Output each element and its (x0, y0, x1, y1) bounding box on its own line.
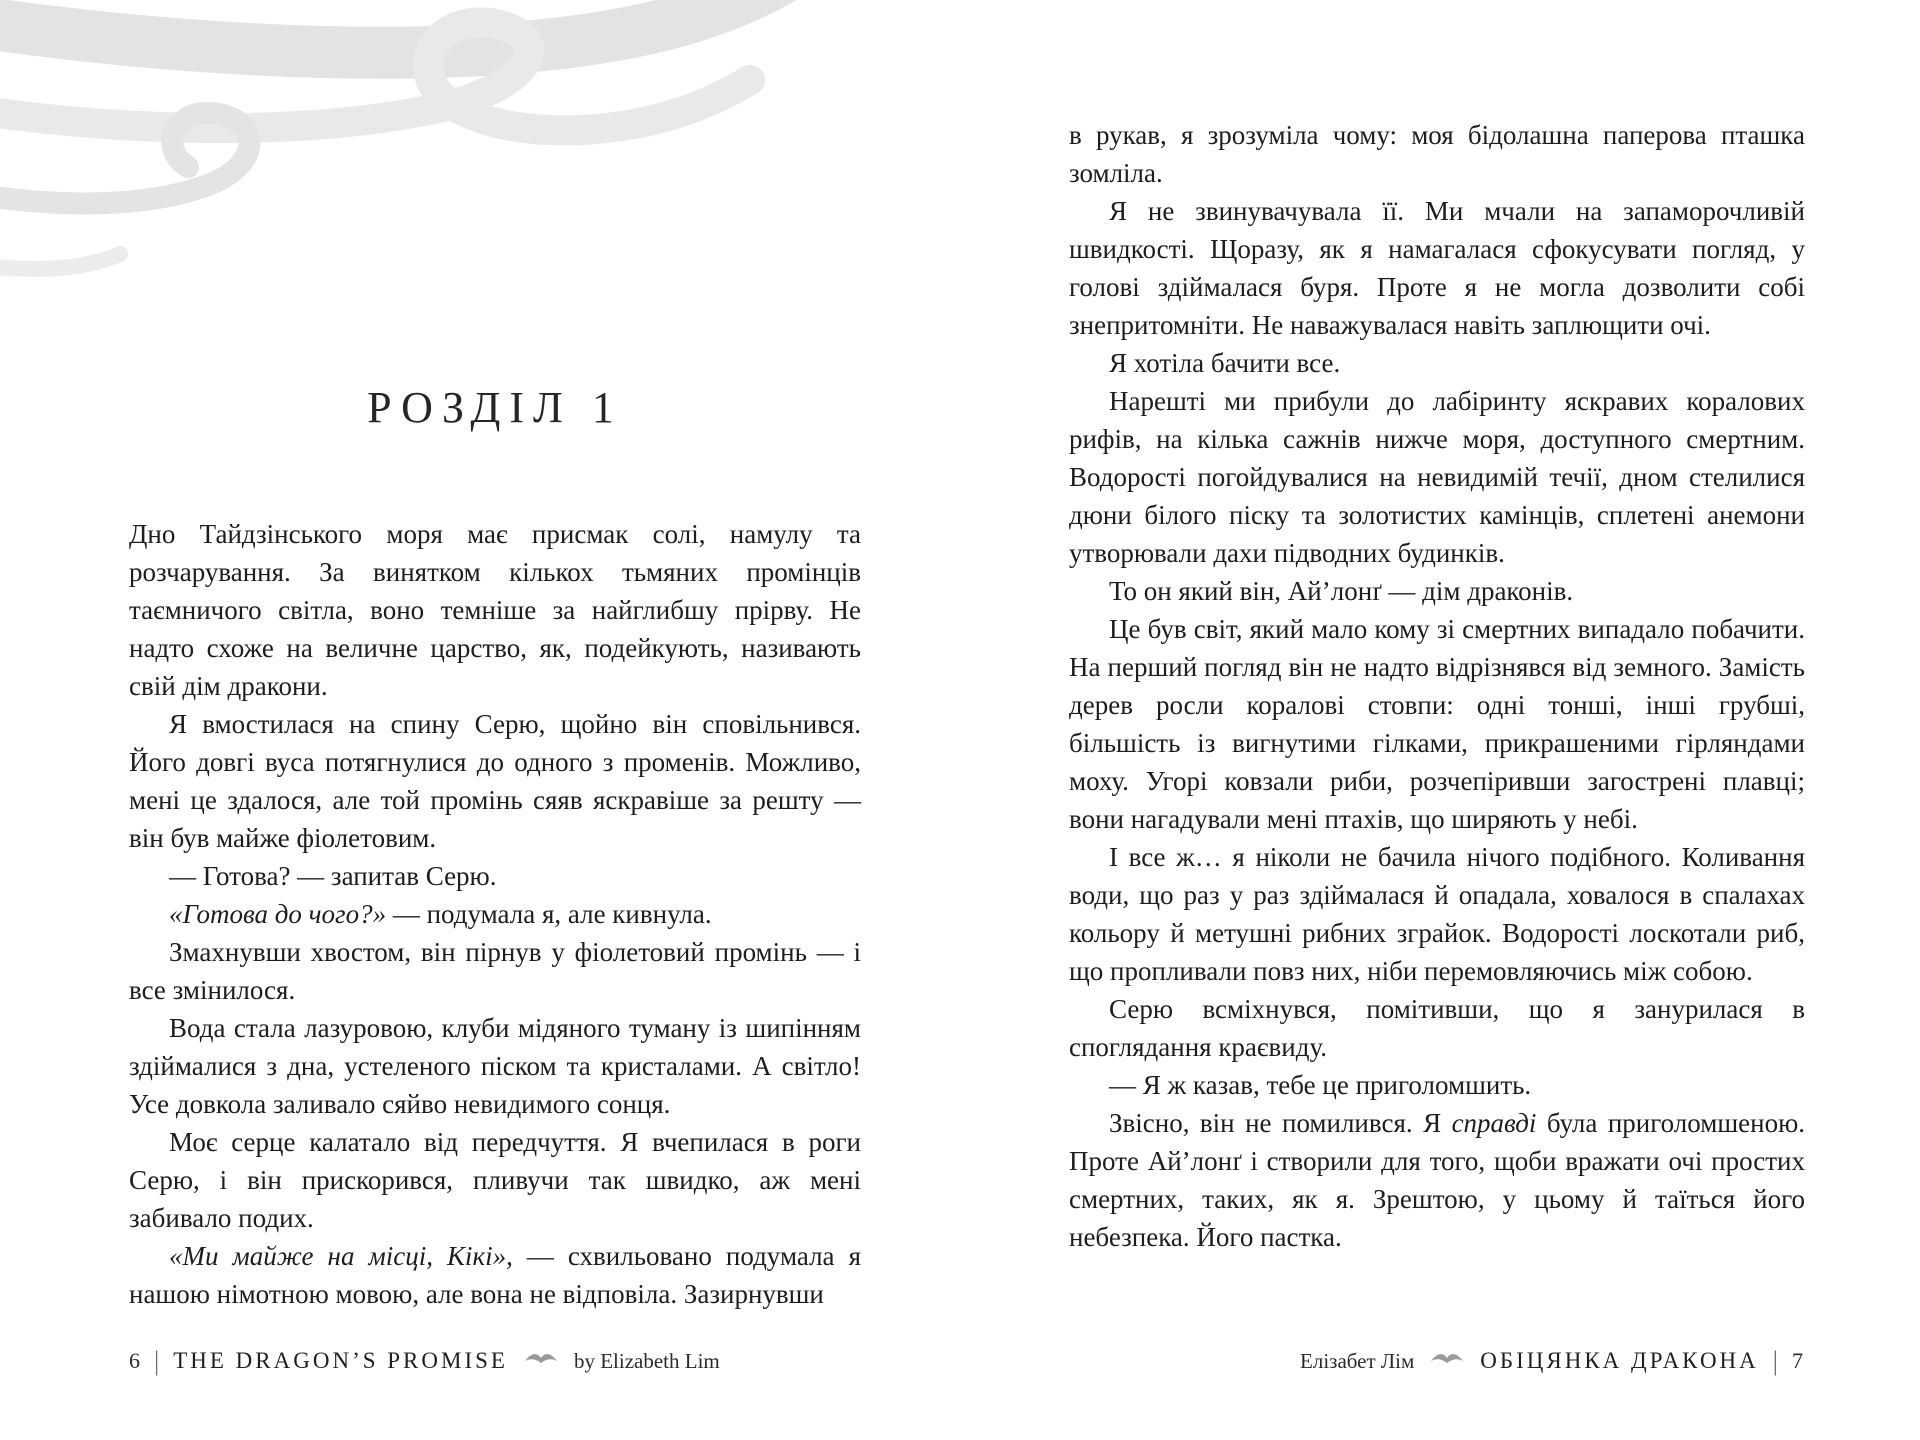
paragraph: Я вмостилася на спину Серю, щойно він сповільнився. Його довгі вуса потягнулися до одного з променів. Можливо, мені це здалося, але той промінь сяяв яскравіше за решту — він був майже фіолетовим. (129, 709, 861, 853)
paragraph-text: була приголомшеною. Проте Ай’лонґ і створили для того, щоби вражати очі простих смертних, таких, як я. Зрештою, у цьому й таїться його небезпека. Його пастка. (1069, 1108, 1805, 1252)
footer-left (129, 1346, 720, 1376)
paragraph: І все ж… я ніколи не бачила нічого подібного. Коливання води, що раз у раз здіймалася й опадала, ховалося в спалахах кольору й метушні рибних зграйок. Водорості лоскотали риб, що пропливали повз них, ніби перемовляючись між собою. (1069, 842, 1805, 986)
paragraph: Це був світ, який мало кому зі смертних випадало побачити. На перший погляд він не надто відрізнявся від земного. Замість дерев росли коралові стовпи: одні тонші, інші грубші, більшість із вигнутими гілками, прикрашеними гірляндами моху. Угорі ковзали риби, розчепіривши загострені плавці; вони нагадували мені птахів, що ширяють у небі. (1069, 614, 1805, 834)
bird-icon (524, 1350, 558, 1373)
paragraph-text: Звісно, він не помилився. Я (1109, 1108, 1452, 1138)
paragraph (129, 1237, 861, 1313)
paragraph: Моє серце калатало від передчуття. Я вчепилася в роги Серю, і він прискорився, пливучи так швидко, аж мені забивало подих. (129, 1127, 861, 1233)
page-number-right: 7 (1792, 1348, 1803, 1373)
bird-icon (1430, 1350, 1464, 1373)
page-number-left: 6 (129, 1348, 140, 1373)
footer-separator: | (1772, 1345, 1778, 1376)
paragraph: Серю всміхнувся, помітивши, що я занурилася в споглядання краєвиду. (1069, 994, 1805, 1062)
paragraph-text: — подумала я, але кивнула. (386, 899, 712, 929)
paragraph-text: , — схвильовано подумала я нашою німотною мовою, але вона не відповіла. Зазирнувши (129, 1241, 861, 1309)
footer-right (1300, 1346, 1803, 1376)
paragraph: То он який він, Ай’лонґ — дім драконів. (1109, 576, 1574, 606)
paragraph: Змахнувши хвостом, він пірнув у фіолетовий промінь — і все змінилося. (129, 937, 861, 1005)
page-left (129, 0, 861, 1313)
paragraph: Нарешті ми прибули до лабіринту яскравих коралових рифів, на кілька сажнів нижче моря, доступного смертним. Водорості погойдувалися на невидимій течії, дном стелилися дюни білого піску та золотистих камінців, сплетені анемони утворювали дахи підводних будинків. (1069, 386, 1805, 568)
page-right (1069, 0, 1805, 1256)
paragraph (1069, 1104, 1805, 1256)
paragraph (129, 895, 861, 933)
italic-emphasis: справді (1451, 1108, 1537, 1138)
author-name-ukrainian: Елізабет Лім (1300, 1348, 1415, 1373)
paragraph-dialogue: — Я ж казав, тебе це приголомшить. (1109, 1070, 1532, 1100)
book-title-english: THE DRAGON’S PROMISE (173, 1348, 508, 1373)
italic-quote: «Ми майже на місці, Кікі» (169, 1241, 507, 1271)
book-title-ukrainian: ОБІЦЯНКА ДРАКОНА (1480, 1348, 1759, 1373)
paragraph: Дно Тайдзінського моря має присмак солі, намулу та розчарування. За винятком кількох тьмяних промінців таємничого світла, воно темніше за найглибшу прірву. Не надто схоже на величне царство, як, подейкують, називають свій дім дракони. (129, 519, 861, 701)
paragraph: в рукав, я зрозуміла чому: моя бідолашна паперова пташка зомліла. (1069, 120, 1805, 188)
footer-separator: | (154, 1345, 160, 1376)
italic-quote: «Готова до чого?» (169, 899, 387, 929)
paragraph-dialogue: — Готова? — запитав Серю. (169, 861, 497, 891)
chapter-title: РОЗДІЛ 1 (367, 383, 623, 432)
paragraph: Я не звинувачувала її. Ми мчали на запаморочливій швидкості. Щоразу, як я намагалася сфокусувати погляд, у голові здіймалася буря. Проте я не могла дозволити собі знепритомніти. Не наважувалася навіть заплющити очі. (1069, 196, 1805, 340)
author-byline: by Elizabeth Lim (573, 1348, 720, 1373)
paragraph: Я хотіла бачити все. (1109, 348, 1341, 378)
running-footer (129, 1346, 1803, 1376)
paragraph: Вода стала лазуровою, клуби мідяного туману із шипінням здіймалися з дна, устеленого піском та кристалами. А світло! Усе довкола заливало сяйво невидимого сонця. (129, 1013, 861, 1119)
